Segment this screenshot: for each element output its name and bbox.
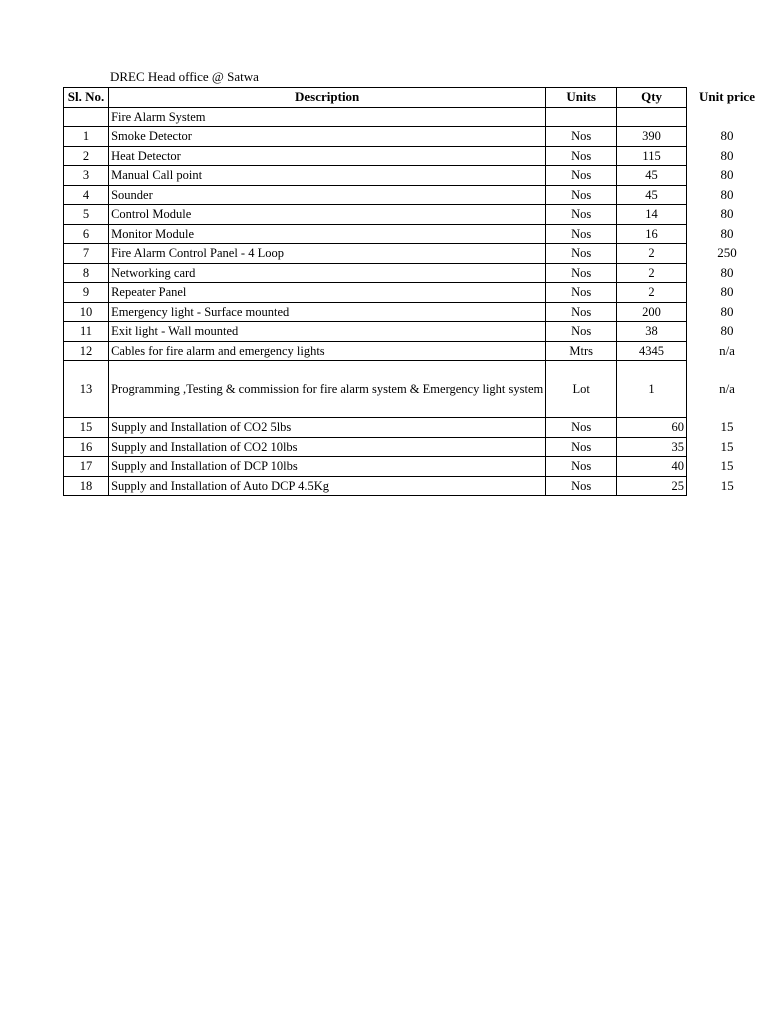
row-units: Nos (546, 205, 617, 225)
row-qty: 390 (617, 127, 687, 147)
row-description: Supply and Installation of CO2 5lbs (109, 418, 546, 438)
row-units: Nos (546, 224, 617, 244)
row-description: Manual Call point (109, 166, 546, 186)
row-qty: 45 (617, 185, 687, 205)
row-units: Mtrs (546, 341, 617, 361)
row-description: Fire Alarm Control Panel - 4 Loop (109, 244, 546, 264)
row-unit-price: 80 (720, 186, 734, 202)
table-row (64, 205, 768, 225)
row-unit-price: 80 (720, 264, 734, 280)
table-row (64, 437, 768, 457)
row-unit-price: 80 (720, 206, 734, 222)
row-description: Supply and Installation of Auto DCP 4.5Kg (109, 476, 546, 496)
table-row (64, 166, 768, 186)
row-qty: 40 (617, 457, 687, 477)
table-row (64, 418, 768, 438)
row-units: Nos (546, 263, 617, 283)
row-qty: 2 (617, 263, 687, 283)
row-unit-price: 80 (720, 167, 734, 183)
row-description: Repeater Panel (109, 283, 546, 303)
row-units: Nos (546, 244, 617, 264)
table-row (64, 283, 768, 303)
row-units: Nos (546, 322, 617, 342)
row-units: Nos (546, 127, 617, 147)
row-sl-no: 9 (64, 283, 109, 303)
row-units: Nos (546, 166, 617, 186)
table-row (64, 361, 768, 418)
row-units: Nos (546, 146, 617, 166)
row-sl-no: 15 (64, 418, 109, 438)
row-units: Lot (546, 361, 617, 418)
row-units: Nos (546, 457, 617, 477)
row-sl-no: 17 (64, 457, 109, 477)
header-qty: Qty (617, 88, 687, 108)
section-units-empty (546, 107, 617, 127)
row-unit-price: 80 (720, 225, 734, 241)
row-sl-no: 12 (64, 341, 109, 361)
table-row (64, 341, 768, 361)
row-description: Emergency light - Surface mounted (109, 302, 546, 322)
row-unit-price: 80 (720, 284, 734, 300)
row-qty: 14 (617, 205, 687, 225)
table-row (64, 302, 768, 322)
section-sl-empty (64, 107, 109, 127)
row-description: Heat Detector (109, 146, 546, 166)
table-row (64, 476, 768, 496)
header-sl-no: Sl. No. (64, 88, 109, 108)
row-description: Cables for fire alarm and emergency lights (109, 341, 546, 361)
row-qty: 2 (617, 283, 687, 303)
row-unit-price: 80 (720, 323, 734, 339)
row-qty: 200 (617, 302, 687, 322)
header-unit-price: Unit price (699, 89, 755, 105)
row-sl-no: 4 (64, 185, 109, 205)
header-units: Units (546, 88, 617, 108)
row-unit-price: 250 (717, 245, 737, 261)
row-sl-no: 6 (64, 224, 109, 244)
row-description: Smoke Detector (109, 127, 546, 147)
row-description: Supply and Installation of CO2 10lbs (109, 437, 546, 457)
row-sl-no: 1 (64, 127, 109, 147)
row-description: Supply and Installation of DCP 10lbs (109, 457, 546, 477)
row-unit-price: 15 (720, 419, 734, 435)
section-qty-empty (617, 107, 687, 127)
row-qty: 16 (617, 224, 687, 244)
row-units: Nos (546, 476, 617, 496)
header-row (64, 88, 768, 108)
table-row (64, 244, 768, 264)
table-row (64, 185, 768, 205)
sheet-title: DREC Head office @ Satwa (110, 69, 259, 84)
row-description: Sounder (109, 185, 546, 205)
table-row (64, 263, 768, 283)
row-sl-no: 8 (64, 263, 109, 283)
row-description: Programming ,Testing & commission for fire alarm system & Emergency light system (109, 361, 546, 418)
row-unit-price: 80 (720, 303, 734, 319)
row-sl-no: 3 (64, 166, 109, 186)
row-sl-no: 7 (64, 244, 109, 264)
row-units: Nos (546, 185, 617, 205)
row-qty: 45 (617, 166, 687, 186)
section-row (64, 107, 768, 127)
row-description: Monitor Module (109, 224, 546, 244)
row-units: Nos (546, 283, 617, 303)
row-sl-no: 18 (64, 476, 109, 496)
row-qty: 25 (617, 476, 687, 496)
row-qty: 2 (617, 244, 687, 264)
section-price-empty (687, 107, 768, 127)
row-units: Nos (546, 418, 617, 438)
row-sl-no: 2 (64, 146, 109, 166)
row-qty: 115 (617, 146, 687, 166)
row-sl-no: 11 (64, 322, 109, 342)
quotation-table (63, 87, 768, 496)
table-row (64, 224, 768, 244)
row-unit-price: n/a (719, 342, 735, 358)
table-row (64, 127, 768, 147)
row-unit-price: 80 (720, 128, 734, 144)
row-unit-price: 15 (720, 458, 734, 474)
table-row (64, 322, 768, 342)
row-units: Nos (546, 302, 617, 322)
row-unit-price: n/a (719, 381, 735, 396)
row-qty: 4345 (617, 341, 687, 361)
table-row (64, 457, 768, 477)
row-description: Networking card (109, 263, 546, 283)
row-unit-price: 15 (720, 477, 734, 493)
row-unit-price: 80 (720, 147, 734, 163)
header-description: Description (109, 88, 546, 108)
section-label: Fire Alarm System (109, 107, 546, 127)
row-sl-no: 10 (64, 302, 109, 322)
row-qty: 38 (617, 322, 687, 342)
row-sl-no: 13 (64, 361, 109, 418)
row-qty: 1 (617, 361, 687, 418)
row-units: Nos (546, 437, 617, 457)
row-sl-no: 5 (64, 205, 109, 225)
table-row (64, 146, 768, 166)
row-sl-no: 16 (64, 437, 109, 457)
row-unit-price: 15 (720, 438, 734, 454)
row-qty: 60 (617, 418, 687, 438)
row-qty: 35 (617, 437, 687, 457)
row-description: Control Module (109, 205, 546, 225)
row-description: Exit light - Wall mounted (109, 322, 546, 342)
